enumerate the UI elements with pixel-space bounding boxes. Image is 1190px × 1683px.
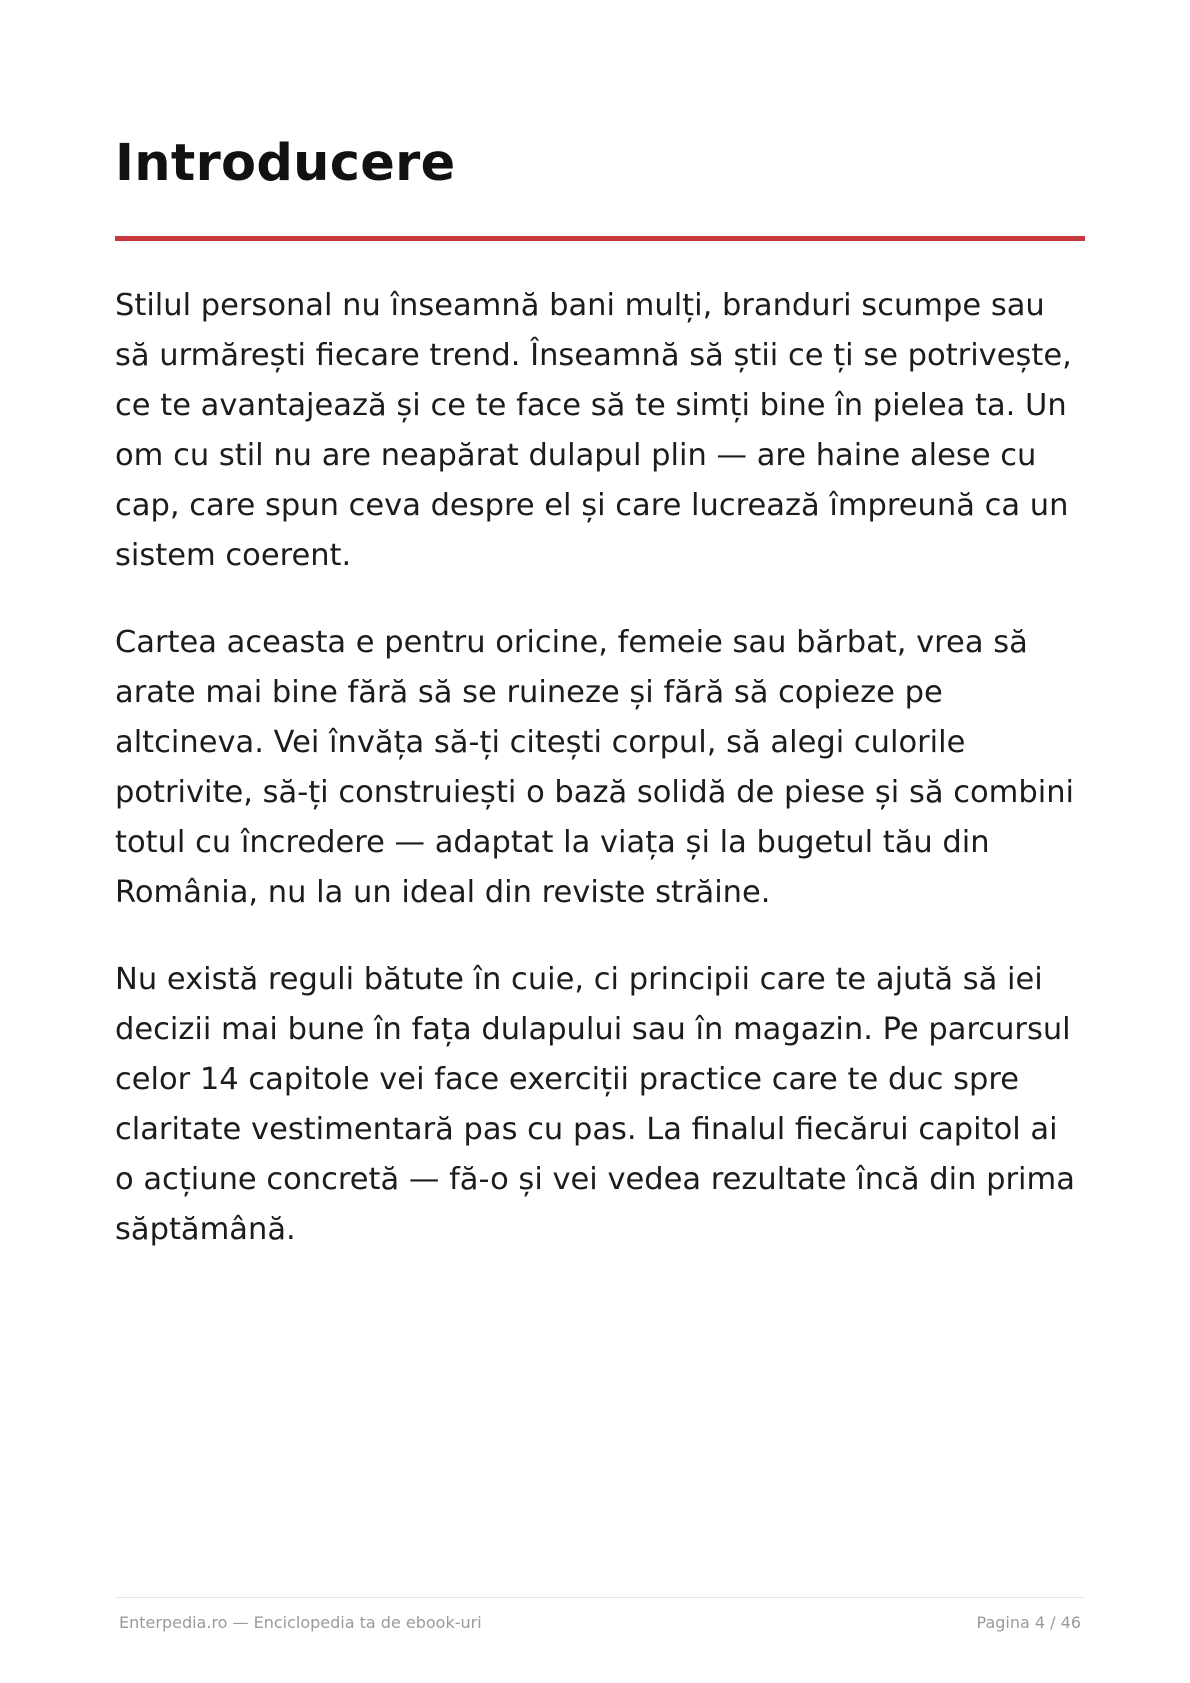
paragraph-2: Cartea aceasta e pentru oricine, femeie sau bărbat, vrea să arate mai bine fără să se ruineze și fără să copieze pe altcineva. Vei învăța să-ți citești corpul, să alegi culorile potrivite, să-ți construiești o bază solidă de piese și să combini totul cu încredere — adaptat la viața și la bugetul tău din România, nu la un ideal din reviste străine. <box>115 625 1075 910</box>
paragraph-1: Stilul personal nu înseamnă bani mulți, branduri scumpe sau să urmărești fiecare trend. Înseamnă să știi ce ți se potrivește, ce te avantajează și ce te face să te simți bine în pielea ta. Un om cu stil nu are neapărat dulapul plin — are haine alese cu cap, care spun ceva despre el și care lucrează împreună ca un sistem coerent. <box>115 288 1072 573</box>
page-footer <box>119 1612 1081 1634</box>
page-content <box>115 128 1085 1292</box>
heading-divider <box>115 236 1085 241</box>
footer-site-name: Enterpedia.ro — Enciclopedia ta de ebook-uri <box>119 1613 482 1632</box>
body-text <box>115 281 1085 1255</box>
footer-page-number: Pagina 4 / 46 <box>976 1613 1081 1632</box>
chapter-heading: Introducere <box>115 134 456 193</box>
footer-divider <box>115 1597 1085 1598</box>
paragraph-3: Nu există reguli bătute în cuie, ci principii care te ajută să iei decizii mai bune în fața dulapului sau în magazin. Pe parcursul celor 14 capitole vei face exerciții practice care te duc spre claritate vestimentară pas cu pas. La finalul fiecărui capitol ai o acțiune concretă — fă-o și vei vedea rezultate încă din prima săptămână. <box>115 962 1075 1247</box>
